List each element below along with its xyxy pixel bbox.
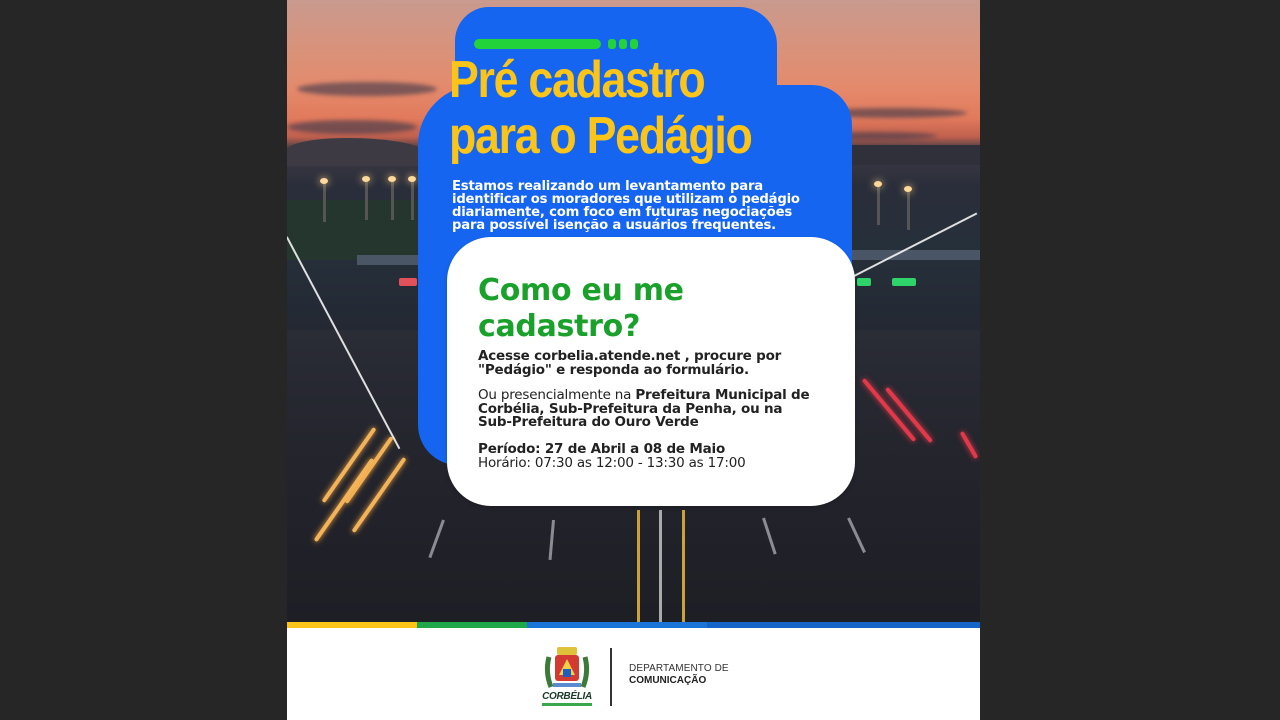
department-line-2: COMUNICAÇÃO xyxy=(629,675,707,686)
intro-line: diariamente, com foco em futuras negociações xyxy=(452,205,793,220)
hours-text: Horário: 07:30 as 12:00 - 13:30 as 17:00 xyxy=(478,454,746,471)
accent-bar xyxy=(474,39,601,49)
poster xyxy=(287,0,980,720)
letterbox-left xyxy=(0,0,287,720)
poster-title xyxy=(449,52,810,164)
accent-dot xyxy=(608,39,616,49)
title-line-2: para o Pedágio xyxy=(449,107,752,165)
in-person-prefix: Ou presencialmente na xyxy=(478,387,636,403)
in-person-location: Prefeitura Municipal de xyxy=(635,387,810,403)
info-card xyxy=(447,237,855,506)
in-person-instructions xyxy=(478,389,848,430)
access-line-1: Acesse corbelia.atende.net , procure por xyxy=(478,348,782,364)
title-line-1: Pré cadastro xyxy=(449,51,705,109)
logo-name: CORBÉLIA xyxy=(542,691,592,702)
intro-text xyxy=(452,180,872,232)
letterbox-right xyxy=(980,0,1280,720)
intro-line: para possível isenção a usuários frequentes. xyxy=(452,218,776,233)
access-line-2: "Pedágio" e responda ao formulário. xyxy=(478,361,749,378)
department-line-1: DEPARTAMENTO DE xyxy=(629,663,729,674)
card-heading xyxy=(478,273,838,345)
accent-dot xyxy=(630,39,638,49)
card-heading-line-2: cadastro? xyxy=(478,309,641,344)
footer xyxy=(287,628,980,720)
in-person-location: Sub-Prefeitura do Ouro Verde xyxy=(478,414,699,430)
schedule xyxy=(478,443,848,470)
divider xyxy=(610,648,612,706)
intro-line: Estamos realizando um levantamento para xyxy=(452,179,763,194)
access-instructions xyxy=(478,350,848,377)
card-heading-line-1: Como eu me xyxy=(478,273,684,308)
in-person-location: Corbélia, Sub-Prefeitura da Penha, ou na xyxy=(478,400,783,417)
accent-dot xyxy=(619,39,627,49)
logo-band xyxy=(542,703,592,706)
period-text: Período: 27 de Abril a 08 de Maio xyxy=(478,441,726,457)
intro-line: identificar os moradores que utilizam o pedágio xyxy=(452,192,800,207)
